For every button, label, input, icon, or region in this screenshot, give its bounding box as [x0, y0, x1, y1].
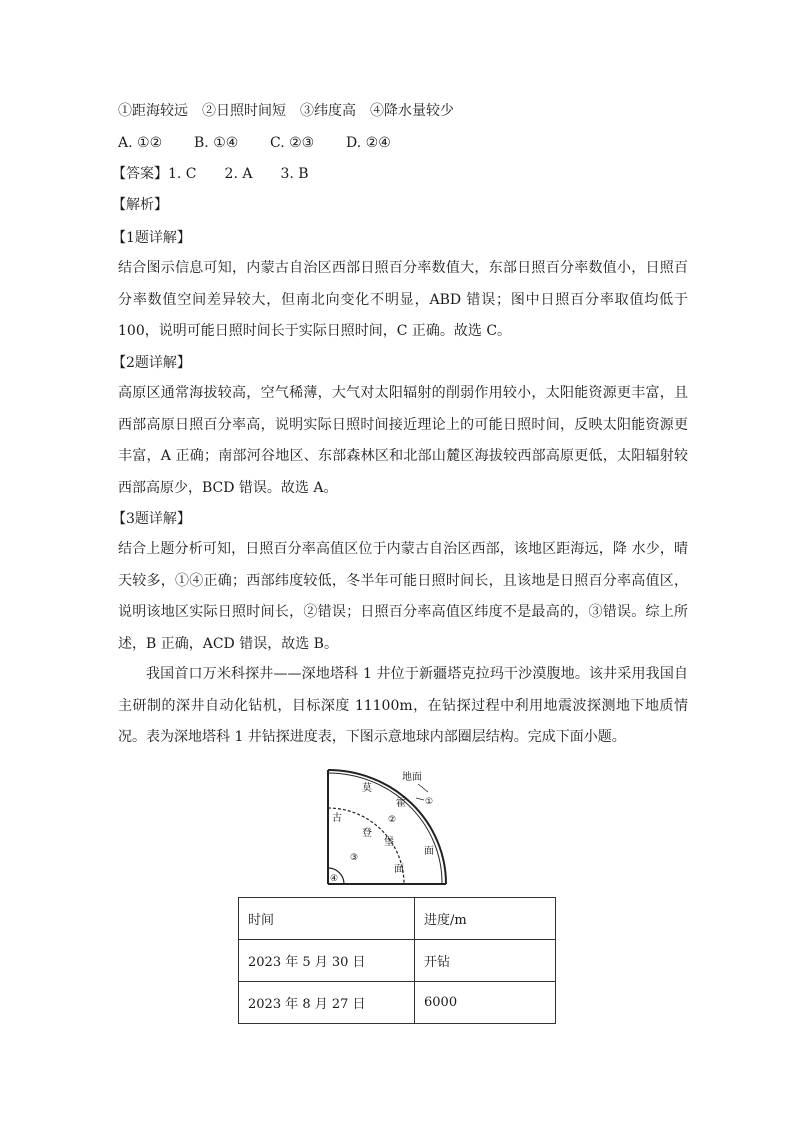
- drilling-progress-table: [238, 897, 556, 1024]
- question-choices: [118, 101, 454, 121]
- choice-4: ④降水量较少: [370, 103, 454, 119]
- label-layer-1: ①: [425, 797, 434, 807]
- q2-explanation: 高原区通常海拔较高，空气稀薄，大气对太阳辐射的削弱作用较小，太阳能资源更丰富，且西部高原日照百分率高，说明实际日照时间接近理论上的可能日照时间，反映太阳能资源更丰富，A 正确；南部河谷地区、东部森林区和北部山麓区海拔较西部高原更低，太阳辐射较西部高原少，BCD 错误。故选 A。: [118, 385, 688, 496]
- label-huo: 霍: [396, 798, 406, 809]
- answer-line: [112, 164, 309, 184]
- surface-arc: [328, 770, 446, 884]
- row-2-date: 2023 年 8 月 27 日: [239, 982, 415, 1024]
- table-row: [239, 940, 556, 982]
- row-2-progress: 6000: [415, 982, 556, 1024]
- header-progress: 进度/m: [415, 898, 556, 940]
- label-layer-3: ③: [350, 853, 359, 863]
- earth-structure-figure: [322, 764, 454, 888]
- label-gu: 古: [332, 813, 342, 824]
- earth-layers-diagram: [322, 764, 454, 888]
- table-row: [239, 982, 556, 1024]
- answer-2: 2. A: [224, 166, 253, 182]
- label-bao: 堡: [384, 837, 394, 848]
- label-layer-4: ④: [330, 874, 339, 884]
- answer-options: [118, 133, 391, 153]
- label-mo: 莫: [362, 783, 372, 794]
- analysis-heading: 【解析】: [112, 197, 168, 213]
- q3-heading: 【3题详解】: [112, 511, 191, 527]
- answer-label: 【答案】: [112, 166, 168, 182]
- q2-heading: 【2题详解】: [112, 355, 191, 371]
- label-deng: 登: [362, 828, 372, 839]
- answer-1: 1. C: [168, 166, 197, 182]
- answer-3: 3. B: [280, 166, 309, 182]
- label-layer-2: ②: [388, 815, 397, 825]
- q1-heading: 【1题详解】: [112, 230, 191, 246]
- q3-explanation: 结合上题分析可知，日照百分率高值区位于内蒙古自治区西部，该地区距海远，降 水少，晴天较多，①④正确；西部纬度较低，冬半年可能日照时间长，且该地是日照百分率高值区，说明该地区实际日照时间长，②错误；日照百分率高值区纬度不是最高的，③错误。综上所述，B 正确，ACD 错误，故选 B。: [118, 541, 688, 652]
- option-d: D. ②④: [346, 135, 391, 151]
- q1-explanation: 结合图示信息可知，内蒙古自治区西部日照百分率数值大，东部日照百分率数值小，日照百分率数值空间差异较大，但南北向变化不明显，ABD 错误；图中日照百分率取值均低于 100，说明可能日照时间长于实际日照时间，C 正确。故选 C。: [118, 260, 688, 339]
- row-1-progress: 开钻: [415, 940, 556, 982]
- header-time: 时间: [239, 898, 415, 940]
- table-header-row: [239, 898, 556, 940]
- passage-text: 我国首口万米科探井——深地塔科 1 井位于新疆塔克拉玛干沙漠腹地。该井采用我国自主研制的深井自动化钻机，目标深度 11100m，在钻探过程中利用地震波探测地下地质情况。表为深地塔科 1 井钻探进度表，下图示意地球内部圈层结构。完成下面小题。: [118, 666, 688, 745]
- option-b: B. ①④: [194, 135, 239, 151]
- choice-3: ③纬度高: [300, 103, 356, 119]
- label-mian-bottom: 面: [394, 864, 404, 875]
- option-a: A. ①②: [118, 135, 163, 151]
- choice-1: ①距海较远: [118, 103, 188, 119]
- label-surface: 地面: [402, 772, 422, 783]
- option-c: C. ②③: [270, 135, 315, 151]
- label-mian-right: 面: [424, 846, 434, 857]
- row-1-date: 2023 年 5 月 30 日: [239, 940, 415, 982]
- choice-2: ②日照时间短: [202, 103, 286, 119]
